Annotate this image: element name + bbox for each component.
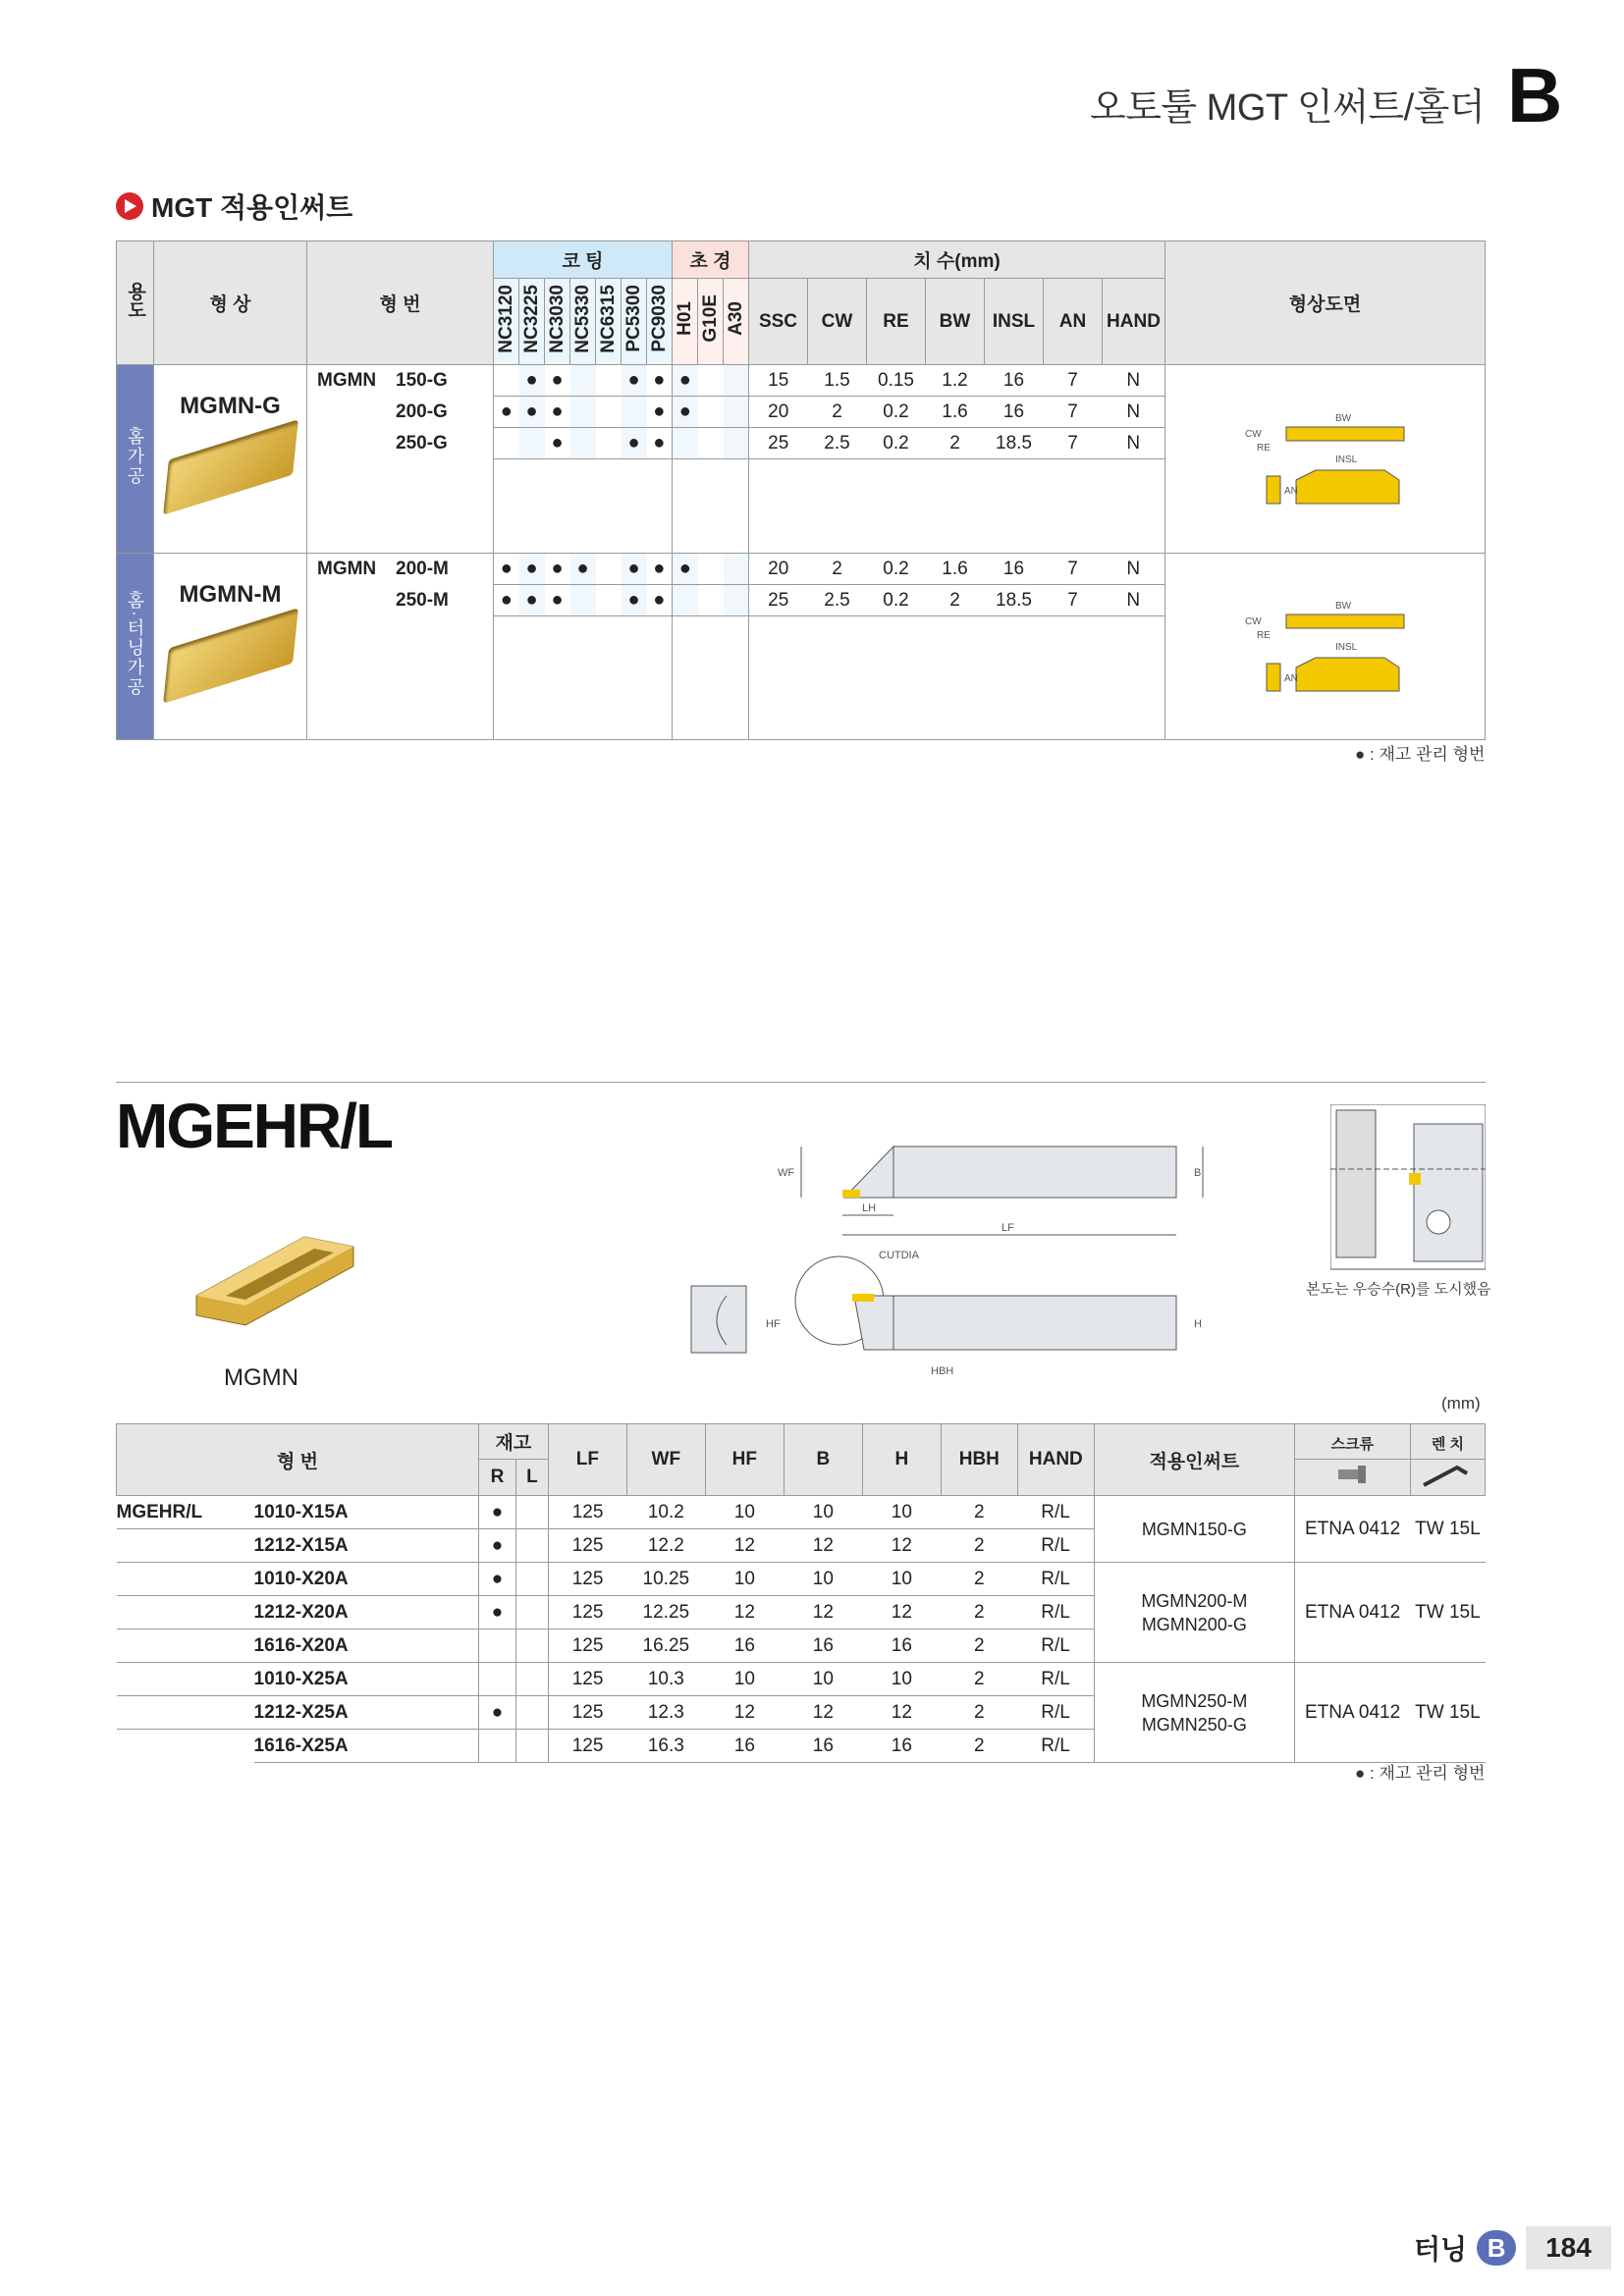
holder-drawing xyxy=(687,1139,1218,1399)
col-h: H xyxy=(862,1424,941,1496)
value-cell: 2 xyxy=(941,1663,1017,1696)
series-cell xyxy=(117,1730,254,1763)
value-cell: 12 xyxy=(705,1696,784,1730)
dim-value: 2 xyxy=(808,397,867,428)
stock-r: ● xyxy=(478,1596,515,1629)
svg-text:RE: RE xyxy=(1256,629,1271,641)
value-cell: 16 xyxy=(784,1730,862,1763)
value-cell: 2 xyxy=(941,1629,1017,1663)
value-cell: 10 xyxy=(862,1496,941,1529)
grade-mark xyxy=(698,365,724,397)
dim-value: 16 xyxy=(985,397,1044,428)
col-hbh: HBH xyxy=(941,1424,1017,1496)
empty-cell xyxy=(673,459,749,554)
shape-drawing xyxy=(1165,365,1486,554)
col-cermet: 초 경 xyxy=(673,241,749,279)
grade-mark xyxy=(622,397,647,428)
screw-cell: ETNA 0412 xyxy=(1294,1496,1410,1563)
dim-hf: HF xyxy=(766,1318,781,1330)
grade-mark: ● xyxy=(519,554,545,585)
svg-text:BW: BW xyxy=(1334,600,1351,612)
grade-mark: ● xyxy=(494,585,519,616)
model-cell: 200-G xyxy=(307,397,494,428)
empty-cell xyxy=(749,616,1165,740)
grade-mark: ● xyxy=(622,365,647,397)
dim-value: 0.15 xyxy=(867,365,926,397)
grade-mark xyxy=(596,397,622,428)
dim-value: 16 xyxy=(985,554,1044,585)
value-cell: 16 xyxy=(862,1629,941,1663)
value-cell: 10 xyxy=(862,1563,941,1596)
grade-mark xyxy=(596,554,622,585)
col-lf: LF xyxy=(548,1424,626,1496)
grade-mark: ● xyxy=(673,365,698,397)
value-cell: 2 xyxy=(941,1529,1017,1563)
grade-mark xyxy=(724,397,749,428)
value-cell: 16.25 xyxy=(626,1629,705,1663)
dim-header: RE xyxy=(867,279,926,365)
dim-lf: LF xyxy=(1001,1222,1014,1234)
grade-mark xyxy=(570,428,596,459)
grade-header: G10E xyxy=(698,279,724,365)
stock-r: ● xyxy=(478,1696,515,1730)
value-cell: 125 xyxy=(548,1663,626,1696)
svg-text:BW: BW xyxy=(1334,412,1351,424)
series-cell: MGEHR/L xyxy=(117,1496,254,1529)
dim-value: 7 xyxy=(1044,585,1103,616)
dim-value: 20 xyxy=(749,554,808,585)
insert-caption: MGMN xyxy=(224,1364,298,1391)
grade-mark xyxy=(698,554,724,585)
empty-cell xyxy=(749,459,1165,554)
value-cell: 16 xyxy=(862,1730,941,1763)
dim-h: H xyxy=(1194,1318,1202,1330)
dim-value: 1.2 xyxy=(926,365,985,397)
grade-mark xyxy=(596,428,622,459)
grade-mark: ● xyxy=(494,397,519,428)
dim-value: N xyxy=(1103,397,1165,428)
value-cell: R/L xyxy=(1017,1529,1094,1563)
value-cell: 12.25 xyxy=(626,1596,705,1629)
insert-cell: MGMN200-M MGMN200-G xyxy=(1094,1563,1294,1663)
screw-icon xyxy=(1294,1460,1410,1496)
col-screw: 스크류 xyxy=(1294,1424,1410,1460)
col-stock: 재고 xyxy=(478,1424,548,1460)
empty-cell xyxy=(307,616,494,740)
col-wf: WF xyxy=(626,1424,705,1496)
stock-r: ● xyxy=(478,1529,515,1563)
table-row xyxy=(117,554,1486,585)
empty-cell xyxy=(494,459,673,554)
grade-mark: ● xyxy=(622,585,647,616)
dim-value: 0.2 xyxy=(867,428,926,459)
screw-cell: ETNA 0412 xyxy=(1294,1663,1410,1763)
grade-mark: ● xyxy=(545,397,570,428)
value-cell: 10 xyxy=(784,1663,862,1696)
value-cell: 10 xyxy=(784,1496,862,1529)
value-cell: 12.3 xyxy=(626,1696,705,1730)
value-cell: R/L xyxy=(1017,1663,1094,1696)
insert-image xyxy=(163,608,298,703)
insert-cell: MGMN150-G xyxy=(1094,1496,1294,1563)
dim-value: 2.5 xyxy=(808,428,867,459)
model-cell: MGMN 200-M xyxy=(307,554,494,585)
footer-letter: B xyxy=(1477,2230,1516,2266)
col-hf: HF xyxy=(705,1424,784,1496)
col-b: B xyxy=(784,1424,862,1496)
wrench-icon xyxy=(1410,1460,1485,1496)
stock-r xyxy=(478,1629,515,1663)
grade-mark: ● xyxy=(545,554,570,585)
model-code: 1212-X25A xyxy=(254,1696,479,1730)
section-title xyxy=(116,187,352,226)
value-cell: 2 xyxy=(941,1563,1017,1596)
value-cell: 16.3 xyxy=(626,1730,705,1763)
dim-header: INSL xyxy=(985,279,1044,365)
stock-l xyxy=(516,1629,549,1663)
grade-header: H01 xyxy=(673,279,698,365)
dim-value: 0.2 xyxy=(867,397,926,428)
grade-mark xyxy=(724,365,749,397)
grade-mark xyxy=(519,428,545,459)
value-cell: 2 xyxy=(941,1596,1017,1629)
dim-header: BW xyxy=(926,279,985,365)
svg-text:CW: CW xyxy=(1244,615,1262,627)
value-cell: 10.2 xyxy=(626,1496,705,1529)
dim-value: 1.5 xyxy=(808,365,867,397)
grade-mark: ● xyxy=(519,585,545,616)
grade-mark xyxy=(570,397,596,428)
model-code: 1616-X25A xyxy=(254,1730,479,1763)
insert-image xyxy=(187,1227,363,1340)
grade-mark xyxy=(698,585,724,616)
col-wrench: 렌 치 xyxy=(1410,1424,1485,1460)
value-cell: 12 xyxy=(784,1529,862,1563)
value-cell: R/L xyxy=(1017,1696,1094,1730)
grade-mark xyxy=(673,585,698,616)
value-cell: R/L xyxy=(1017,1730,1094,1763)
grade-mark xyxy=(698,428,724,459)
legend2: ● : 재고 관리 형번 xyxy=(1355,1764,1486,1783)
dim-header: SSC xyxy=(749,279,808,365)
col-coating: 코 팅 xyxy=(494,241,673,279)
stock-l xyxy=(516,1563,549,1596)
dim-lh: LH xyxy=(862,1202,877,1214)
grade-mark xyxy=(724,428,749,459)
value-cell: 12 xyxy=(862,1596,941,1629)
shape-label: MGMN-G xyxy=(180,393,281,419)
holder-table xyxy=(116,1423,1486,1763)
value-cell: 2 xyxy=(941,1696,1017,1730)
dim-value: 16 xyxy=(985,365,1044,397)
footer-label: 터닝 xyxy=(1414,2234,1468,2265)
model-cell: 250-M xyxy=(307,585,494,616)
dim-value: 7 xyxy=(1044,554,1103,585)
model-code: 1010-X15A xyxy=(254,1496,479,1529)
unit-label: (mm) xyxy=(1441,1394,1481,1413)
grade-header: NC6315 xyxy=(596,279,622,365)
empty-cell xyxy=(673,616,749,740)
value-cell: 2 xyxy=(941,1730,1017,1763)
value-cell: R/L xyxy=(1017,1629,1094,1663)
legend: ● : 재고 관리 형번 xyxy=(1355,745,1486,764)
model-code: 1010-X25A xyxy=(254,1663,479,1696)
grade-mark: ● xyxy=(647,365,673,397)
col-model2: 형 번 xyxy=(117,1424,479,1496)
grade-mark xyxy=(494,365,519,397)
dim-value: 25 xyxy=(749,428,808,459)
play-icon xyxy=(116,192,143,220)
value-cell: 125 xyxy=(548,1496,626,1529)
table-row xyxy=(117,1563,1486,1596)
table-row xyxy=(117,1663,1486,1696)
value-cell: R/L xyxy=(1017,1596,1094,1629)
dim-value: 15 xyxy=(749,365,808,397)
stock-l xyxy=(516,1529,549,1563)
use-cell: 홈가공 xyxy=(117,365,154,554)
grade-mark: ● xyxy=(647,554,673,585)
grade-mark: ● xyxy=(673,397,698,428)
dim-value: N xyxy=(1103,554,1165,585)
value-cell: 12 xyxy=(784,1596,862,1629)
grade-mark: ● xyxy=(622,428,647,459)
shape-label: MGMN-M xyxy=(179,581,282,608)
dim-hbh: HBH xyxy=(931,1365,954,1377)
col-use: 용도 xyxy=(117,241,154,365)
col-dims: 치 수(mm) xyxy=(749,241,1165,279)
value-cell: 16 xyxy=(705,1730,784,1763)
svg-text:AN: AN xyxy=(1283,672,1298,684)
screw-cell: ETNA 0412 xyxy=(1294,1563,1410,1663)
dim-value: 18.5 xyxy=(985,585,1044,616)
dim-header: HAND xyxy=(1103,279,1165,365)
grade-header: NC5330 xyxy=(570,279,596,365)
drawing-note: 본도는 우승수(R)를 도시했음 xyxy=(1306,1281,1491,1298)
dim-value: 2.5 xyxy=(808,585,867,616)
svg-text:RE: RE xyxy=(1256,442,1271,454)
model-cell: MGMN 150-G xyxy=(307,365,494,397)
col-stock-l: L xyxy=(516,1460,549,1496)
grade-mark: ● xyxy=(545,365,570,397)
dim-value: N xyxy=(1103,365,1165,397)
grade-mark xyxy=(596,365,622,397)
grade-mark: ● xyxy=(545,428,570,459)
series-cell xyxy=(117,1696,254,1730)
svg-text:CW: CW xyxy=(1244,428,1262,440)
model-cell: 250-G xyxy=(307,428,494,459)
grade-mark xyxy=(570,585,596,616)
value-cell: 10 xyxy=(784,1563,862,1596)
grade-mark: ● xyxy=(647,585,673,616)
grade-header: NC3030 xyxy=(545,279,570,365)
dim-header: AN xyxy=(1044,279,1103,365)
value-cell: 125 xyxy=(548,1596,626,1629)
insert-image xyxy=(163,419,298,514)
stock-r: ● xyxy=(478,1496,515,1529)
grade-header: PC9030 xyxy=(647,279,673,365)
dim-value: 7 xyxy=(1044,397,1103,428)
grade-mark xyxy=(698,397,724,428)
page-number: 184 xyxy=(1526,2226,1611,2269)
grade-mark xyxy=(724,585,749,616)
section-letter: B xyxy=(1507,52,1563,138)
insert-table xyxy=(116,240,1486,740)
value-cell: 10.25 xyxy=(626,1563,705,1596)
value-cell: 10 xyxy=(705,1496,784,1529)
dim-value: 18.5 xyxy=(985,428,1044,459)
col-drawing: 형상도면 xyxy=(1165,241,1486,365)
empty-cell xyxy=(494,616,673,740)
grade-mark xyxy=(673,428,698,459)
holder-title: MGEHR/L xyxy=(116,1091,393,1161)
grade-mark: ● xyxy=(519,397,545,428)
stock-l xyxy=(516,1596,549,1629)
shape-drawing xyxy=(1165,554,1486,740)
grade-header: NC3225 xyxy=(519,279,545,365)
grade-mark xyxy=(724,554,749,585)
col-insert: 적용인써트 xyxy=(1094,1424,1294,1496)
series-cell xyxy=(117,1596,254,1629)
grade-header: PC5300 xyxy=(622,279,647,365)
wrench-cell: TW 15L xyxy=(1410,1663,1485,1763)
col-shape: 형 상 xyxy=(154,241,307,365)
value-cell: 125 xyxy=(548,1629,626,1663)
grade-mark: ● xyxy=(519,365,545,397)
grade-mark xyxy=(570,365,596,397)
stock-l xyxy=(516,1663,549,1696)
shape-cell xyxy=(154,554,307,740)
grade-mark: ● xyxy=(647,397,673,428)
section-title-text: MGT 적용인써트 xyxy=(151,192,353,223)
insert-cell: MGMN250-M MGMN250-G xyxy=(1094,1663,1294,1763)
value-cell: 125 xyxy=(548,1696,626,1730)
model-code: 1010-X20A xyxy=(254,1563,479,1596)
grade-mark: ● xyxy=(570,554,596,585)
stock-l xyxy=(516,1730,549,1763)
wrench-cell: TW 15L xyxy=(1410,1496,1485,1563)
grade-header: A30 xyxy=(724,279,749,365)
value-cell: 12 xyxy=(862,1696,941,1730)
dim-b: B xyxy=(1194,1167,1202,1179)
col-stock-r: R xyxy=(478,1460,515,1496)
model-code: 1212-X20A xyxy=(254,1596,479,1629)
dim-value: 7 xyxy=(1044,365,1103,397)
svg-text:INSL: INSL xyxy=(1334,641,1357,653)
value-cell: 10 xyxy=(705,1663,784,1696)
value-cell: 16 xyxy=(784,1629,862,1663)
value-cell: 10 xyxy=(862,1663,941,1696)
dim-cutdia: CUTDIA xyxy=(879,1250,919,1261)
shape-cell xyxy=(154,365,307,554)
svg-text:INSL: INSL xyxy=(1334,454,1357,465)
value-cell: 10 xyxy=(705,1563,784,1596)
value-cell: R/L xyxy=(1017,1563,1094,1596)
wrench-cell: TW 15L xyxy=(1410,1563,1485,1663)
table-row xyxy=(117,1496,1486,1529)
series-cell xyxy=(117,1529,254,1563)
series-cell xyxy=(117,1563,254,1596)
col-hand: HAND xyxy=(1017,1424,1094,1496)
model-code: 1616-X20A xyxy=(254,1629,479,1663)
page-header-title: 오토툴 MGT 인써트/홀더 xyxy=(1090,87,1486,129)
detail-drawing xyxy=(1330,1104,1486,1276)
value-cell: 10.3 xyxy=(626,1663,705,1696)
grade-mark xyxy=(494,428,519,459)
grade-mark: ● xyxy=(673,554,698,585)
stock-r: ● xyxy=(478,1563,515,1596)
series-cell xyxy=(117,1663,254,1696)
series-cell xyxy=(117,1629,254,1663)
value-cell: 12 xyxy=(862,1529,941,1563)
dim-value: 2 xyxy=(808,554,867,585)
grade-mark: ● xyxy=(622,554,647,585)
divider xyxy=(116,1082,1486,1083)
dim-value: 0.2 xyxy=(867,554,926,585)
value-cell: 12 xyxy=(705,1529,784,1563)
dim-value: N xyxy=(1103,585,1165,616)
grade-header: NC3120 xyxy=(494,279,519,365)
grade-mark: ● xyxy=(545,585,570,616)
svg-text:AN: AN xyxy=(1283,485,1298,497)
stock-r xyxy=(478,1730,515,1763)
table-row xyxy=(117,365,1486,397)
dim-value: 7 xyxy=(1044,428,1103,459)
dim-value: 1.6 xyxy=(926,397,985,428)
dim-value: 2 xyxy=(926,428,985,459)
value-cell: 12.2 xyxy=(626,1529,705,1563)
stock-l xyxy=(516,1696,549,1730)
grade-mark xyxy=(596,585,622,616)
dim-header: CW xyxy=(808,279,867,365)
empty-cell xyxy=(307,459,494,554)
footer xyxy=(1414,2226,1611,2269)
dim-wf: WF xyxy=(778,1167,795,1179)
dim-value: 1.6 xyxy=(926,554,985,585)
value-cell: R/L xyxy=(1017,1496,1094,1529)
value-cell: 16 xyxy=(705,1629,784,1663)
stock-l xyxy=(516,1496,549,1529)
value-cell: 12 xyxy=(784,1696,862,1730)
col-model: 형 번 xyxy=(307,241,494,365)
dim-value: 0.2 xyxy=(867,585,926,616)
value-cell: 125 xyxy=(548,1529,626,1563)
dim-value: N xyxy=(1103,428,1165,459)
value-cell: 125 xyxy=(548,1563,626,1596)
dim-value: 20 xyxy=(749,397,808,428)
value-cell: 2 xyxy=(941,1496,1017,1529)
stock-r xyxy=(478,1663,515,1696)
use-cell: 홈·터닝가공 xyxy=(117,554,154,740)
value-cell: 12 xyxy=(705,1596,784,1629)
value-cell: 125 xyxy=(548,1730,626,1763)
model-code: 1212-X15A xyxy=(254,1529,479,1563)
grade-mark: ● xyxy=(494,554,519,585)
grade-mark: ● xyxy=(647,428,673,459)
dim-value: 2 xyxy=(926,585,985,616)
dim-value: 25 xyxy=(749,585,808,616)
